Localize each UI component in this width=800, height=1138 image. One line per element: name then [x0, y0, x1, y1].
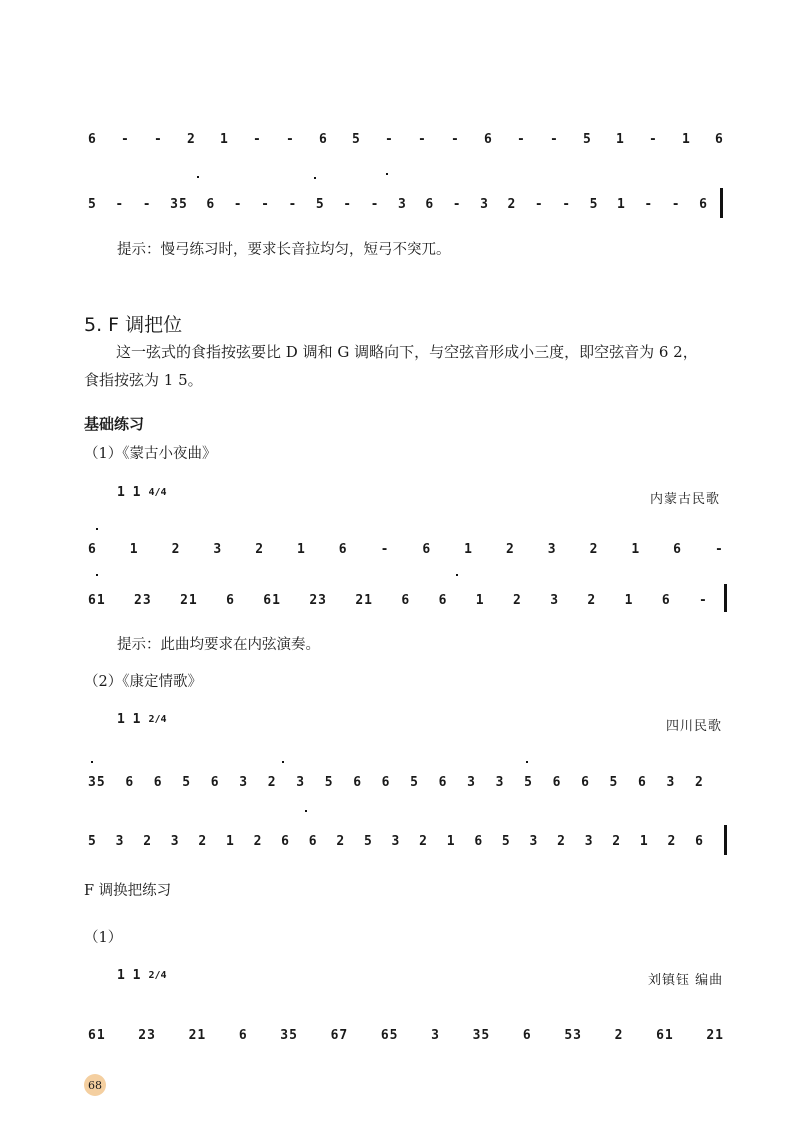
- note: 3: [495, 774, 505, 790]
- note: 6: [661, 592, 671, 608]
- octave-dot: [197, 176, 199, 178]
- note: 6: [438, 774, 448, 790]
- note: 1: [631, 541, 641, 557]
- note: 3: [550, 592, 560, 608]
- note: 1: [446, 833, 456, 849]
- note: 65: [380, 1027, 399, 1043]
- note: 23: [309, 592, 327, 608]
- note: 2: [507, 196, 517, 212]
- note: 6: [88, 131, 97, 147]
- note: -: [253, 131, 262, 147]
- note: -: [550, 131, 559, 147]
- note: 1: [464, 541, 473, 557]
- note: 6: [484, 131, 493, 147]
- note: 1: [624, 592, 634, 608]
- key-signature: 1 1: [117, 712, 141, 727]
- note: 6: [338, 541, 348, 557]
- note: 6: [401, 592, 411, 608]
- note: -: [534, 196, 544, 212]
- section-title: 5. F 调把位: [84, 314, 183, 336]
- note: 6: [319, 131, 328, 147]
- note: 2: [419, 833, 428, 849]
- note: 21: [706, 1027, 724, 1043]
- note: -: [142, 196, 152, 212]
- note: 53: [564, 1027, 582, 1043]
- note: -: [562, 196, 572, 212]
- note: -: [671, 196, 681, 212]
- note: 6: [206, 196, 216, 212]
- note: 5: [583, 131, 592, 147]
- exercise-1-title: （1）《蒙古小夜曲》: [84, 446, 217, 462]
- note: -: [451, 131, 460, 147]
- note: 6: [153, 774, 163, 790]
- exercise-3-key-meter: [117, 968, 167, 983]
- exercise-3-title: （1）: [84, 930, 123, 946]
- note: -: [517, 131, 526, 147]
- note: 61: [656, 1027, 674, 1043]
- octave-dot: [96, 528, 98, 530]
- note: 2: [557, 833, 566, 849]
- note: 3: [431, 1027, 440, 1043]
- shift-practice-heading: F 调换把练习: [84, 883, 172, 899]
- note: 5: [315, 196, 325, 212]
- note: 3: [529, 833, 539, 849]
- note: -: [370, 196, 380, 212]
- octave-dot: [526, 761, 528, 763]
- note: 1: [129, 541, 139, 557]
- note: -: [261, 196, 270, 212]
- note: 3: [666, 774, 676, 790]
- note: 5: [410, 774, 419, 790]
- note: -: [699, 592, 708, 608]
- note: 1: [225, 833, 235, 849]
- note: 5: [88, 196, 97, 212]
- note: -: [233, 196, 243, 212]
- hint-text-2: 提示：此曲均要求在内弦演奏。: [117, 637, 320, 653]
- note: 6: [238, 1027, 248, 1043]
- note: 6: [381, 774, 391, 790]
- key-signature: 1 1: [117, 968, 141, 983]
- note: 2: [513, 592, 522, 608]
- exercise-1-key-meter: [117, 485, 167, 500]
- note: 6: [425, 196, 435, 212]
- note: 2: [336, 833, 346, 849]
- note: 35: [170, 196, 188, 212]
- score-line-2: [88, 196, 708, 212]
- ex2-score-line-1: [88, 774, 704, 790]
- note: 1: [220, 131, 229, 147]
- note: 3: [547, 541, 557, 557]
- ex2-score-line-2: [88, 833, 704, 849]
- score-line-1: [88, 131, 724, 147]
- note: 35: [280, 1027, 298, 1043]
- note: 5: [352, 131, 361, 147]
- section-body-line-2: 食指按弦为 1 5。: [84, 371, 203, 389]
- note: 3: [213, 541, 223, 557]
- hint-text-1: 提示：慢弓练习时，要求长音拉均匀，短弓不突兀。: [117, 242, 451, 258]
- note: 23: [134, 592, 152, 608]
- note: -: [121, 131, 130, 147]
- note: 3: [584, 833, 594, 849]
- note: 3: [480, 196, 489, 212]
- note: 2: [198, 833, 208, 849]
- octave-dot: [305, 810, 307, 812]
- section-body-line-1: 这一弦式的食指按弦要比 D 调和 G 调略向下，与空弦音形成小三度，即空弦音为 6 2，: [116, 343, 698, 361]
- note: 1: [682, 131, 691, 147]
- note: 5: [88, 833, 97, 849]
- note: 5: [589, 196, 599, 212]
- note: 6: [638, 774, 647, 790]
- note: -: [154, 131, 163, 147]
- note: 2: [267, 774, 277, 790]
- note: 5: [501, 833, 511, 849]
- note: 6: [422, 541, 432, 557]
- note: 5: [363, 833, 373, 849]
- note: 6: [715, 131, 724, 147]
- end-barline: [724, 584, 727, 612]
- octave-dot: [314, 177, 316, 179]
- note: 6: [474, 833, 484, 849]
- note: -: [452, 196, 462, 212]
- note: 6: [438, 592, 448, 608]
- note: 6: [522, 1027, 532, 1043]
- octave-dot: [91, 761, 93, 763]
- note: 61: [263, 592, 281, 608]
- note: 5: [524, 774, 533, 790]
- note: 1: [616, 196, 626, 212]
- note: 3: [115, 833, 125, 849]
- note: 2: [143, 833, 153, 849]
- octave-dot: [96, 574, 98, 576]
- note: 5: [182, 774, 192, 790]
- time-signature: 2/4: [148, 969, 167, 981]
- exercise-2-attribution: 四川民歌: [666, 719, 723, 734]
- note: 35: [472, 1027, 491, 1043]
- note: 3: [239, 774, 249, 790]
- note: -: [380, 541, 390, 557]
- note: 6: [226, 592, 235, 608]
- note: -: [286, 131, 295, 147]
- note: 5: [324, 774, 334, 790]
- note: 6: [552, 774, 562, 790]
- note: -: [115, 196, 125, 212]
- note: 6: [699, 196, 708, 212]
- exercise-1-attribution: 内蒙古民歌: [650, 492, 721, 507]
- note: 2: [695, 774, 704, 790]
- exercise-3-attribution: 刘镇钰 编曲: [648, 973, 724, 988]
- note: 2: [667, 833, 677, 849]
- time-signature: 4/4: [148, 486, 167, 498]
- note: 35: [88, 774, 106, 790]
- basic-practice-heading: 基础练习: [84, 415, 145, 433]
- note: 6: [88, 541, 97, 557]
- ex1-score-line-2: [88, 592, 708, 608]
- note: 5: [609, 774, 619, 790]
- exercise-2-title: （2）《康定情歌》: [84, 674, 202, 690]
- note: 2: [253, 833, 263, 849]
- note: 21: [355, 592, 374, 608]
- key-signature: 1 1: [117, 485, 141, 500]
- exercise-2-key-meter: [117, 712, 167, 727]
- note: 1: [296, 541, 306, 557]
- note: -: [714, 541, 724, 557]
- note: -: [418, 131, 427, 147]
- note: -: [343, 196, 353, 212]
- note: 1: [475, 592, 485, 608]
- note: 6: [695, 833, 704, 849]
- note: 3: [467, 774, 476, 790]
- octave-dot: [282, 761, 284, 763]
- ex3-score-line-1: [88, 1027, 724, 1043]
- octave-dot: [386, 173, 388, 175]
- note: 23: [138, 1027, 156, 1043]
- note: -: [649, 131, 658, 147]
- note: 61: [88, 592, 106, 608]
- end-barline: [720, 188, 723, 218]
- note: 2: [589, 541, 599, 557]
- page-number: 68: [84, 1074, 106, 1096]
- note: 3: [296, 774, 306, 790]
- note: -: [385, 131, 394, 147]
- note: 6: [673, 541, 682, 557]
- octave-dot: [456, 574, 458, 576]
- time-signature: 2/4: [148, 713, 167, 725]
- note: 2: [587, 592, 597, 608]
- note: 6: [125, 774, 135, 790]
- note: -: [644, 196, 654, 212]
- note: 6: [308, 833, 318, 849]
- note: 3: [391, 833, 401, 849]
- note: 2: [614, 1027, 624, 1043]
- note: 2: [505, 541, 515, 557]
- note: 61: [88, 1027, 106, 1043]
- note: 6: [281, 833, 290, 849]
- note: 6: [210, 774, 220, 790]
- note: 21: [180, 592, 198, 608]
- note: 2: [171, 541, 181, 557]
- note: 2: [255, 541, 265, 557]
- note: -: [288, 196, 298, 212]
- note: 1: [639, 833, 649, 849]
- note: 2: [187, 131, 196, 147]
- note: 3: [170, 833, 180, 849]
- ex1-score-line-1: [88, 541, 724, 557]
- note: 3: [397, 196, 407, 212]
- note: 1: [616, 131, 625, 147]
- note: 6: [581, 774, 590, 790]
- note: 2: [612, 833, 622, 849]
- note: 21: [188, 1027, 207, 1043]
- end-barline: [724, 825, 727, 855]
- note: 67: [330, 1027, 349, 1043]
- note: 6: [353, 774, 363, 790]
